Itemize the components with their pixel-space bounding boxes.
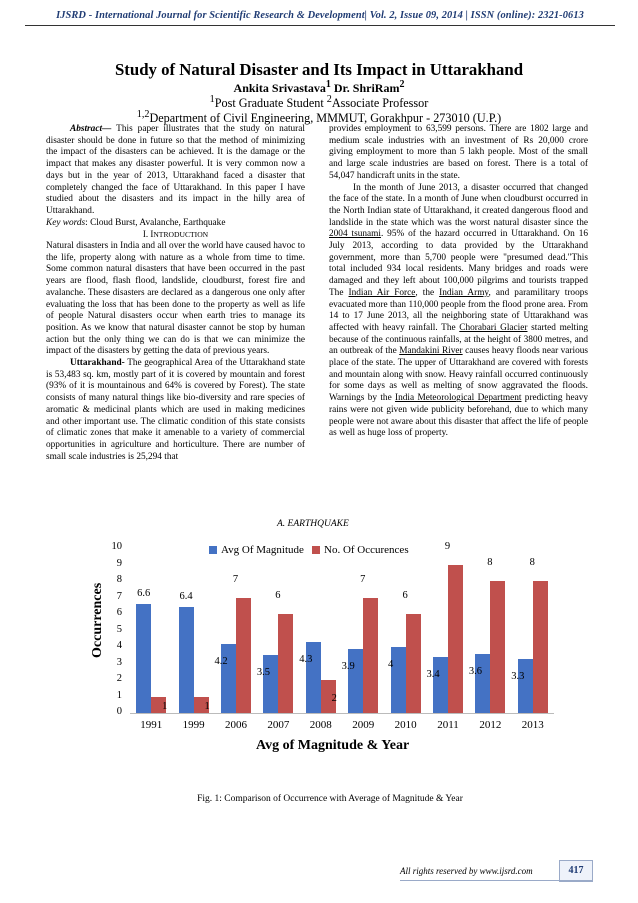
footer-rights bbox=[400, 866, 533, 876]
bar-avg-magnitude bbox=[518, 659, 533, 713]
data-label-occurrences: 7 bbox=[360, 573, 366, 585]
link-imd[interactable]: India Meteorological Department bbox=[395, 393, 522, 404]
x-tick-label: 2006 bbox=[225, 719, 247, 731]
data-label-occurrences: 9 bbox=[444, 540, 451, 552]
bar-avg-magnitude bbox=[221, 644, 236, 713]
data-label-avg-magnitude: 3.5 bbox=[256, 667, 270, 679]
author-2-sup: 2 bbox=[399, 79, 405, 90]
data-label-avg-magnitude: 3.9 bbox=[341, 660, 355, 672]
bar-avg-magnitude bbox=[179, 607, 194, 713]
bar-avg-magnitude bbox=[348, 649, 363, 713]
bar-avg-magnitude bbox=[136, 604, 151, 713]
data-label-occurrences: 7 bbox=[232, 573, 239, 585]
x-tick-label: 2007 bbox=[267, 719, 290, 731]
y-tick-label: 1 bbox=[116, 689, 122, 701]
legend-swatch-1 bbox=[209, 546, 217, 554]
bar-occurrences bbox=[448, 565, 463, 714]
link-indian-army[interactable]: Indian Army bbox=[439, 287, 489, 298]
figure-caption: Fig. 1: Comparison of Occurrence with Average of Magnitude & Year bbox=[197, 794, 463, 804]
x-tick-label: 2009 bbox=[352, 719, 375, 731]
bar-avg-magnitude bbox=[263, 655, 278, 713]
keywords-label: Key words bbox=[46, 217, 86, 228]
link-2004-tsunami[interactable]: 2004 tsunami bbox=[329, 229, 381, 240]
x-tick-label: 1991 bbox=[140, 719, 163, 731]
role-1-sup: 1 bbox=[209, 94, 215, 105]
page-number: 417 bbox=[559, 860, 593, 882]
data-label-avg-magnitude: 3.3 bbox=[511, 670, 525, 682]
bar-occurrences bbox=[236, 598, 251, 714]
x-tick-label: 2011 bbox=[437, 719, 459, 731]
right-column bbox=[329, 124, 588, 440]
link-mandakini-river[interactable]: Mandakini River bbox=[399, 346, 463, 357]
y-tick-label: 9 bbox=[116, 557, 122, 569]
uttarakhand-label: Uttarakhand- bbox=[70, 358, 125, 369]
bar-avg-magnitude bbox=[433, 657, 448, 713]
bar-avg-magnitude bbox=[306, 642, 321, 713]
data-label-avg-magnitude: 4.3 bbox=[299, 654, 313, 666]
legend-swatch-2 bbox=[312, 546, 320, 554]
x-tick-label: 2010 bbox=[394, 719, 417, 731]
footer-rule bbox=[400, 880, 592, 881]
rights-site[interactable]: www.ijsrd.com bbox=[479, 866, 533, 876]
rights-prefix: All rights reserved by bbox=[400, 866, 480, 876]
y-tick-label: 8 bbox=[116, 574, 122, 585]
dept-sup: 1,2 bbox=[136, 109, 150, 120]
y-axis-title: Occurrences bbox=[90, 582, 105, 658]
data-label-occurrences: 1 bbox=[204, 700, 210, 712]
bar-avg-magnitude bbox=[475, 654, 490, 713]
p2-text-d: , and paramilitary troops evacuated more than 110,000 people from the flood prone area. From 14 to 17 June 2013, all the neighboring state of Uttarakhand was affected with heavy rainfall. The bbox=[329, 287, 588, 333]
bar-occurrences bbox=[490, 581, 505, 713]
role-2-sup: 2 bbox=[326, 94, 332, 105]
role-2: Associate Professor bbox=[331, 96, 429, 111]
legend-label-1: Avg Of Magnitude bbox=[221, 544, 304, 556]
legend-series-1 bbox=[209, 544, 304, 556]
x-tick-label: 2013 bbox=[521, 719, 544, 731]
section-heading bbox=[46, 229, 305, 241]
dept-text: Department of Civil Engineering, MMMUT, Gorakhpur - 273010 (U.P.) bbox=[149, 111, 502, 126]
journal-header: IJSRD - International Journal for Scientific Research & Development| Vol. 2, Issue 09, 2014 | ISSN (online): 2321-0613 bbox=[56, 10, 584, 21]
x-tick-label: 1999 bbox=[182, 719, 205, 731]
data-label-occurrences: 8 bbox=[487, 557, 493, 568]
role-1: Post Graduate Student bbox=[214, 96, 327, 111]
uttarakhand-paragraph bbox=[46, 358, 305, 463]
y-tick-label: 3 bbox=[116, 656, 122, 668]
data-label-occurrences: 6 bbox=[275, 590, 281, 601]
intro-paragraph: Natural disasters in India and all over the world have caused havoc to the life, property along with nature as a whole from time to time. Some common natural disasters that have been occurred in the past years are flood, flash flood, landslide, cloudburst, forest fire and avalanche. These disasters are declared as a dangerous one only after evaluating the loss that has been done to the property as well as life of people Natural disasters occur when earth tries to manage its position. As we know that natural disaster cannot be stop by human action but the only thing we can do is that we can minimize the impact of the disasters by getting the data of previous years. bbox=[46, 241, 305, 357]
bar-avg-magnitude bbox=[391, 647, 406, 713]
legend-label-2: No. Of Occurences bbox=[324, 544, 409, 556]
bar-occurrences bbox=[533, 581, 548, 713]
data-label-occurrences: 8 bbox=[529, 557, 535, 568]
x-tick-label: 2008 bbox=[309, 719, 332, 731]
bar-occurrences bbox=[406, 614, 421, 713]
p2-text-g: predicting heavy rains were not given wide publicity beforehand, due to which many people were not aware about this disaster that affect the life of people as well as huge loss of property. bbox=[329, 393, 589, 439]
x-tick-label: 2012 bbox=[479, 719, 502, 731]
author-1: Ankita Srivastava bbox=[233, 81, 326, 95]
section-num: I. bbox=[142, 229, 151, 240]
y-tick-label: 2 bbox=[116, 673, 122, 684]
y-tick-label: 7 bbox=[116, 590, 122, 602]
bar-occurrences bbox=[363, 598, 378, 714]
legend-series-2 bbox=[312, 544, 409, 556]
data-label-occurrences: 2 bbox=[331, 692, 337, 704]
data-label-avg-magnitude: 4 bbox=[387, 659, 394, 670]
header-rule bbox=[25, 25, 615, 26]
data-label-avg-magnitude: 6.4 bbox=[179, 591, 193, 603]
keywords bbox=[46, 218, 305, 230]
p2-text-c: , the bbox=[415, 287, 440, 298]
keywords-text: : Cloud Burst, Avalanche, Earthquake bbox=[85, 217, 226, 228]
y-tick-label: 6 bbox=[116, 607, 122, 618]
data-label-avg-magnitude: 3.6 bbox=[468, 665, 482, 677]
abstract-label: Abstract— bbox=[70, 124, 112, 134]
link-indian-air-force[interactable]: Indian Air Force bbox=[348, 287, 416, 298]
link-chorabari-glacier[interactable]: Chorabari Glacier bbox=[459, 322, 528, 333]
p2-text-f: causes heavy floods near various place of the state. The upper of Uttarakhand are covered with forests and mountain along with snow. Heavy rainfall occurred continuously for some days as well as melting of snow aggravated the floods. Warnings by the bbox=[329, 346, 588, 404]
section-rest: NTRODUCTION bbox=[153, 230, 209, 240]
author-1-sup: 1 bbox=[325, 79, 331, 90]
x-axis-line bbox=[130, 713, 554, 714]
right-paragraph-1: provides employment to 63,599 persons. There are 1802 large and medium scale industries with an investment of Rs 20,000 crore giving employment to more than 5 lakh people. Most of the small and large scale industries are based on forest. There is a total of 54,047 handicraft units in the state. bbox=[329, 124, 588, 181]
p2-text-a: In the month of June 2013, a disaster occurred that changed the face of the state. In a month of June when cloudburst occurred in the North Indian state of Uttarakhand, it created dangerous flood and landslide in the state which was the worst natural disaster since the bbox=[329, 182, 588, 228]
author-2: Dr. ShriRam bbox=[330, 81, 400, 95]
left-column bbox=[46, 124, 305, 463]
y-tick-label: 10 bbox=[111, 541, 122, 552]
section-first: I bbox=[150, 229, 154, 240]
data-label-avg-magnitude: 4.2 bbox=[214, 655, 228, 667]
right-paragraph-2 bbox=[329, 183, 588, 440]
abstract bbox=[46, 124, 305, 218]
x-axis-title: Avg of Magnitude & Year bbox=[256, 738, 410, 753]
data-label-avg-magnitude: 6.6 bbox=[137, 588, 151, 600]
paper-title: Study of Natural Disaster and Its Impact in Uttarakhand bbox=[114, 60, 524, 79]
y-tick-label: 5 bbox=[116, 623, 122, 635]
y-tick-label: 0 bbox=[116, 706, 122, 717]
data-label-avg-magnitude: 3.4 bbox=[426, 668, 440, 680]
data-label-occurrences: 1 bbox=[162, 700, 168, 712]
abstract-text: This paper illustrates that the study on natural disaster should be done in future so that the method of minimizing the impact of the disasters can be achieved. It is the damage or the impact that makes any disaster powerful. It is very common now a days but in the year of 2013, Uttarakhand faced a disaster that completely changed the face of Uttarakhand. In this paper I have studied about the disasters and its impact in the hilly area of Uttarakhand. bbox=[46, 124, 305, 216]
data-label-occurrences: 6 bbox=[402, 590, 408, 601]
uttarakhand-text: The geographical Area of the Uttarakhand state is 53,483 sq. km, mostly part of it is covered by mountain and forest (93% of it is mountainous and 64% is covered by Forest). The state consists of many natural things like bio-diversity and rare species of aromatic & medicinal plants which are used in making medicines and other important use. The climatic condition of this state consists of climatic zones that make it amenable to a variety of commercial opportunities in agriculture and horticulture. There are number of small scale industries is 25,294 that bbox=[46, 358, 305, 462]
y-tick-label: 4 bbox=[116, 640, 122, 651]
subsection-heading: A. EARTHQUAKE bbox=[277, 519, 349, 529]
p2-text-b: . 95% of the hazard occurred in Uttarakhand. On 16 July 2013, according to data provided by the Uttarakhand government, more than 5,700 people were "presumed dead."This total included 934 local residents. Many bridges and roads were damaged and they left about 100,000 pilgrims and tourists trapped The bbox=[329, 229, 588, 298]
earthquake-chart bbox=[84, 536, 564, 764]
p2-text-e: started melting because of the continuous rainfalls, at the height of 3800 metres, and an outbreak of the bbox=[329, 322, 589, 357]
